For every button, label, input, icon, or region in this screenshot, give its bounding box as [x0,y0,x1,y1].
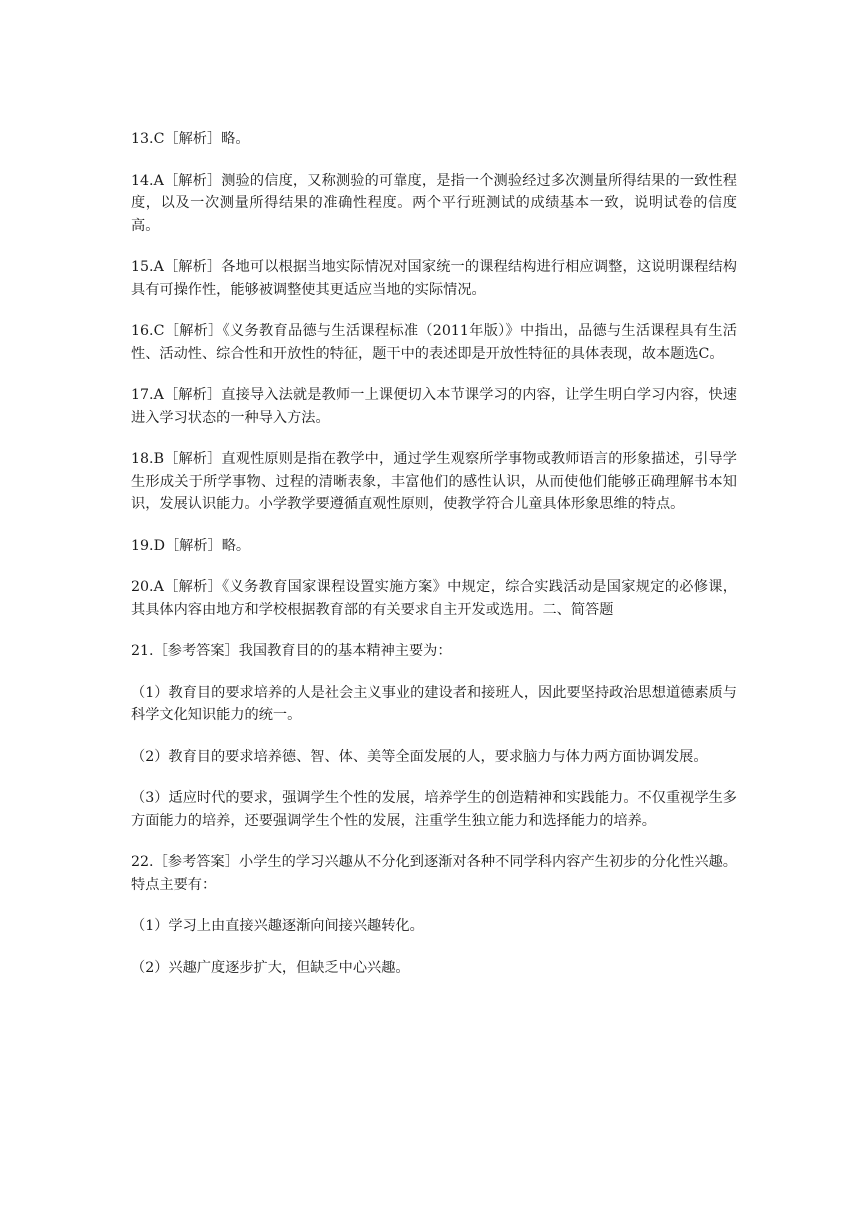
answer-16: 16.C［解析］《义务教育品德与生活课程标准（2011年版）》中指出，品德与生活课程具有生活性、活动性、综合性和开放性的特征，题干中的表述即是开放性特征的具体表现，故本题选C。 [131,323,737,362]
answer-22-intro: 22.［参考答案］小学生的学习兴趣从不分化到逐渐对各种不同学科内容产生初步的分化性兴趣。特点主要有： [131,854,737,893]
answer-13: 13.C［解析］略。 [131,131,250,147]
answer-21-intro: 21.［参考答案］我国教育目的的基本精神主要为： [131,643,452,659]
answer-21-point-2: （2）教育目的要求培养德、智、体、美等全面发展的人，要求脑力与体力两方面协调发展。 [131,748,708,765]
answer-14: 14.A［解析］测验的信度，又称测验的可靠度，是指一个测验经过多次测量所得结果的一致性程度，以及一次测量所得结果的准确性程度。两个平行班测试的成绩基本一致，说明试卷的信度高。 [131,172,737,234]
answer-21-point-1: （1）教育目的要求培养的人是社会主义事业的建设者和接班人，因此要坚持政治思想道德素质与科学文化知识能力的统一。 [131,684,737,723]
answer-20: 20.A［解析］《义务教育国家课程设置实施方案》中规定，综合实践活动是国家规定的必修课，其具体内容由地方和学校根据教育部的有关要求自主开发或选用。二、简答题 [131,579,737,618]
answer-22-point-1: （1）学习上由直接兴趣逐渐向间接兴趣转化。 [131,918,424,934]
answer-21-point-3: （3）适应时代的要求，强调学生个性的发展，培养学生的创造精神和实践能力。不仅重视学生多方面能力的培养，还要强调学生个性的发展，注重学生独立能力和选择能力的培养。 [131,790,737,829]
answer-17: 17.A［解析］直接导入法就是教师一上课便切入本节课学习的内容，让学生明白学习内容，快速进入学习状态的一种导入方法。 [131,387,737,426]
answer-22-point-2: （2）兴趣广度逐步扩大，但缺乏中心兴趣。 [131,959,410,976]
answer-19: 19.D［解析］略。 [131,537,251,554]
answer-18: 18.B［解析］直观性原则是指在教学中，通过学生观察所学事物或教师语言的形象描述，引导学生形成关于所学事物、过程的清晰表象，丰富他们的感性认识，从而使他们能够正确理解书本知识，发展认识能力。小学教学要遵循直观性原则，使教学符合儿童具体形象思维的特点。 [131,451,737,512]
document-body [131,128,737,998]
answer-15: 15.A［解析］各地可以根据当地实际情况对国家统一的课程结构进行相应调整，这说明课程结构具有可操作性，能够被调整使其更适应当地的实际情况。 [131,259,737,298]
